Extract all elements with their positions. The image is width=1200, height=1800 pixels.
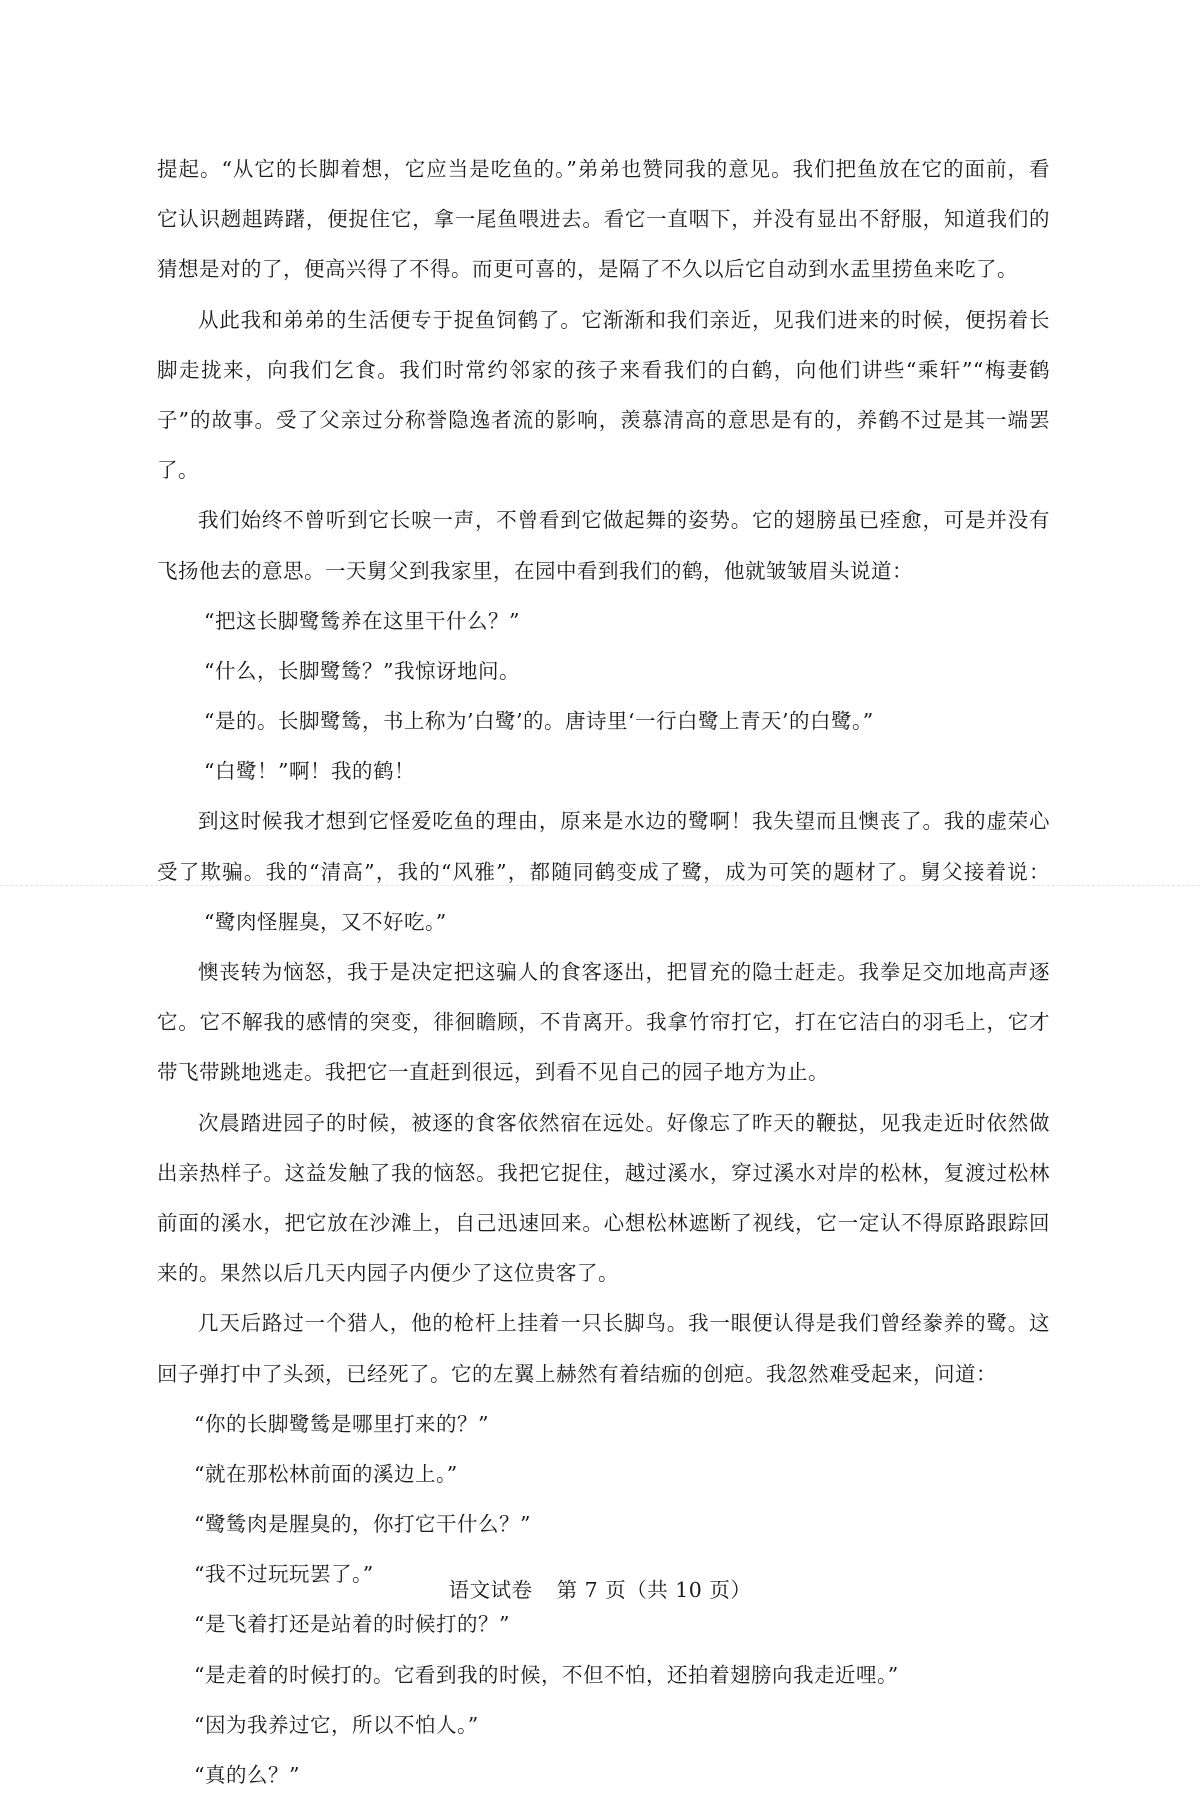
text-line: 提起。“从它的长脚着想，它应当是吃鱼的。”弟弟也赞同我的意见。我们把鱼放在它的面前，看 [157, 157, 1050, 181]
text-line: 回子弹打中了头颈，已经死了。它的左翼上赫然有着结痂的创疤。我忽然难受起来，问道： [157, 1361, 997, 1386]
text-line: 几天后路过一个猎人，他的枪杆上挂着一只长脚鸟。我一眼便认得是我们曾经豢养的鹭。这 [198, 1311, 1050, 1336]
text-line: 它。它不解我的感情的突变，徘徊瞻顾，不肯离开。我拿竹帘打它，打在它洁白的羽毛上，它才 [157, 1010, 1050, 1035]
text-line: 脚走拢来，向我们乞食。我们时常约邻家的孩子来看我们的白鹤，向他们讲些“乘轩”“梅妻鹤 [157, 357, 1050, 382]
text-line: 出亲热样子。这益发触了我的恼怒。我把它捉住，越过溪水，穿过溪水对岸的松林，复渡过松林 [157, 1160, 1050, 1185]
dialogue-line: “真的么？” [194, 1763, 300, 1787]
text-line: 猜想是对的了，便高兴得了不得。而更可喜的，是隔了不久以后它自动到水盂里捞鱼来吃了。 [157, 257, 1018, 282]
dialogue-line: “鹭鸶肉是腥臭的，你打它干什么？” [194, 1512, 531, 1537]
text-line: 次晨踏进园子的时候，被逐的食客依然宿在远处。好像忘了昨天的鞭挞，见我走近时依然做 [198, 1110, 1050, 1135]
fold-line [0, 885, 1200, 886]
dialogue-line: “把这长脚鹭鸶养在这里干什么？” [204, 608, 520, 633]
dialogue-line: “什么，长脚鹭鸶？”我惊讶地问。 [204, 658, 520, 683]
text-line: 了。 [157, 458, 199, 483]
footer-subject: 语文试卷 [448, 1578, 533, 1602]
text-line: 懊丧转为恼怒，我于是决定把这骗人的食客逐出，把冒充的隐士赶走。我拳足交加地高声逐 [198, 960, 1050, 984]
text-line: 子”的故事。受了父亲过分称誉隐逸者流的影响，羡慕清高的意思是有的，养鹤不过是其一端罢 [157, 407, 1050, 432]
footer-page-number: 第 7 页（共 10 页） [556, 1578, 752, 1602]
text-line: 前面的溪水，把它放在沙滩上，自己迅速回来。心想松林遮断了视线，它一定认不得原路跟踪回 [157, 1210, 1050, 1235]
text-line: 从此我和弟弟的生活便专于捉鱼饲鹤了。它渐渐和我们亲近，见我们进来的时候，便拐着长 [198, 307, 1050, 332]
passage-text [157, 144, 1050, 1800]
dialogue-line: “是的。长脚鹭鸶，书上称为’白鹭’的。唐诗里‘一行白鹭上青天’的白鹭。” [204, 709, 874, 734]
dialogue-line: “白鹭！”啊！我的鹤！ [204, 759, 415, 784]
text-line: 受了欺骗。我的“清高”，我的“风雅”，都随同鹤变成了鹭，成为可笑的题材了。舅父接着说： [157, 859, 1050, 884]
dialogue-line: “鹭肉怪腥臭，又不好吃。” [204, 909, 447, 934]
text-line: 带飞带跳地逃走。我把它一直赶到很远，到看不见自己的园子地方为止。 [157, 1060, 829, 1085]
dialogue-line: “我不过玩玩罢了。” [194, 1562, 374, 1587]
text-line: 来的。果然以后几天内园子内便少了这位贵客了。 [157, 1261, 619, 1286]
dialogue-line: “因为我养过它，所以不怕人。” [194, 1712, 479, 1737]
text-line: 到这时候我才想到它怪爱吃鱼的理由，原来是水边的鹭啊！我失望而且懊丧了。我的虚荣心 [198, 809, 1050, 834]
dialogue-line: “你的长脚鹭鸶是哪里打来的？” [194, 1411, 489, 1436]
text-line: 它认识趔趄踌躇，便捉住它，拿一尾鱼喂进去。看它一直咽下，并没有显出不舒服，知道我们的 [157, 207, 1050, 232]
text-line: 我们始终不曾听到它长唳一声，不曾看到它做起舞的姿势。它的翅膀虽已痊愈，可是并没有 [198, 508, 1050, 533]
dialogue-line: “是飞着打还是站着的时候打的？” [194, 1612, 510, 1637]
dialogue-line: “就在那松林前面的溪边上。” [194, 1461, 458, 1486]
page-footer [0, 1573, 1200, 1603]
text-line: 飞扬他去的意思。一天舅父到我家里，在园中看到我们的鹤，他就皱皱眉头说道： [157, 558, 913, 583]
dialogue-line: “是走着的时候打的。它看到我的时候，不但不怕，还拍着翅膀向我走近哩。” [194, 1662, 899, 1687]
